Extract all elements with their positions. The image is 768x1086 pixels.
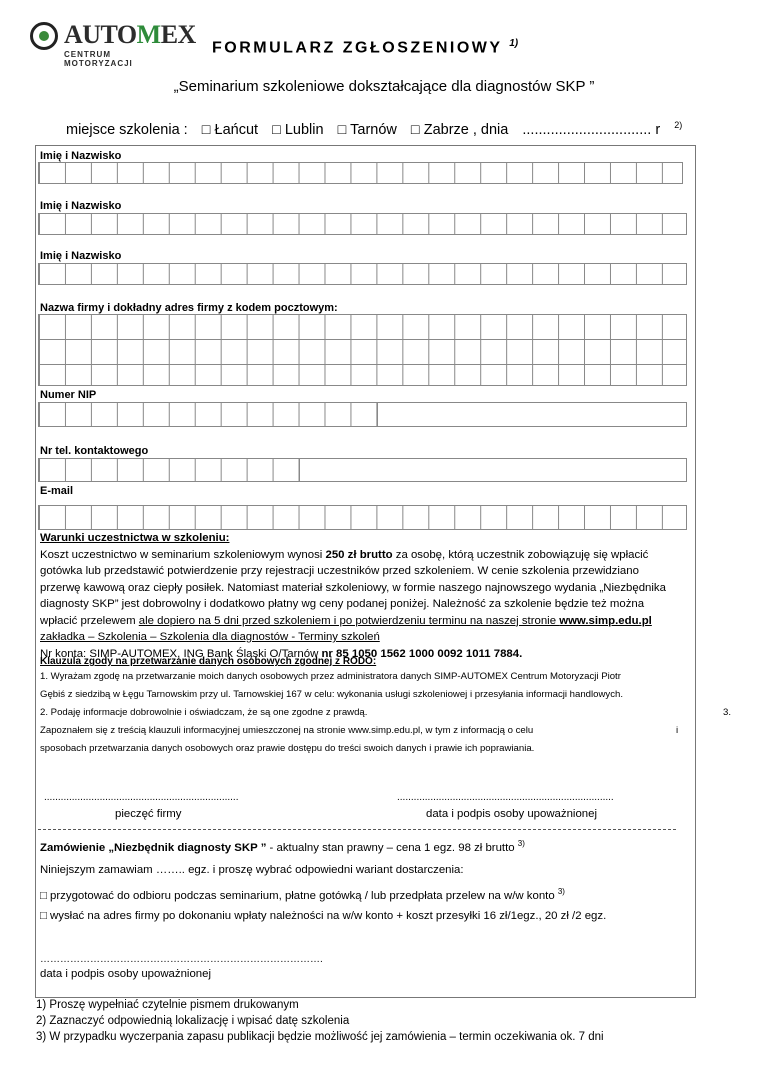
signature-line[interactable]: .............................................................................. (397, 792, 614, 803)
order-heading: Zamówienie „Niezbędnik diagnosty SKP ” - aktualny stan prawny – cena 1 egz. 98 zł brutto $^{3)}$ (40, 839, 525, 854)
seminar-subtitle: „Seminarium szkoleniowe dokształcające dla diagnostów SKP ” (173, 78, 595, 95)
name-input-3[interactable] (38, 263, 687, 285)
company-input-2[interactable] (38, 339, 687, 365)
gear-icon (30, 22, 58, 50)
rodo-heading: Klauzula zgody na przetwarzanie danych osobowych zgodnej z RODO: (40, 656, 377, 667)
conditions-line: diagnosty SKP” jest dobrowolny i dodatkowo płatny wg ceny podanej poniżej. Należność za szkolenie będzie też można (40, 598, 645, 610)
stamp-line[interactable]: ...................................................................... (44, 792, 239, 803)
footnote-3: 3) W przypadku wyczerpania zapasu publikacji będzie możliwość jej zamówienia – termin oczekiwania ok. 7 dni (36, 1031, 604, 1043)
company-input-3[interactable] (38, 364, 687, 386)
bank-account: Nr konta: SIMP-AUTOMEX, ING Bank Śląski O/Tarnów nr 85 1050 1562 1000 0092 1011 7884. (40, 647, 523, 660)
venue-option-zabrze[interactable]: □ Zabrze , dnia (410, 121, 509, 138)
email-label: E-mail (40, 485, 74, 497)
phone-label: Nr tel. kontaktowego (40, 445, 149, 457)
conditions-line: Koszt uczestnictwo w seminarium szkoleniowym wynosi 250 zł brutto za osobę, którą uczestnik zobowiązuję się wpłacić (40, 548, 649, 561)
page-title: FORMULARZ ZGŁOSZENIOWY $^{1)}$ (212, 38, 519, 57)
date-field[interactable]: ................................ r $^{2)}$ (522, 120, 683, 138)
conditions-block (40, 530, 666, 662)
conditions-line: przerwę kawową oraz ciepły posiłek. Natomiast materiał szkoleniowy, w formie naszego najnowszego wydania „Niezbędnika (40, 581, 666, 594)
venue-selection (66, 120, 692, 138)
signature-label: data i podpis osoby upoważnionej (426, 808, 597, 820)
nip-input[interactable] (38, 402, 687, 427)
email-input[interactable] (38, 505, 687, 530)
website-link[interactable]: www.simp.edu.pl (559, 614, 652, 627)
conditions-line: wpłacić przelewem ale dopiero na 5 dni przed szkoleniem i po potwierdzeniu terminu na naszej stronie www.simp.edu.pl (40, 614, 652, 627)
company-label: Nazwa firmy i dokładny adres firmy z kodem pocztowym: (40, 302, 338, 314)
name-label-1: Imię i Nazwisko (40, 150, 122, 162)
company-input-1[interactable] (38, 314, 687, 340)
venue-option-lublin[interactable]: □ Lublin (272, 121, 324, 138)
order-signature-label: data i podpis osoby upoważnionej (40, 968, 211, 980)
order-option-pickup[interactable]: □ przygotować do odbioru podczas seminarium, płatne gotówką / lub przedpłata przelew na w/w konto $^{3)}$ (40, 887, 565, 902)
conditions-line: gotówka lub przedstawić potwierdzenie przy rejestracji uczestników przed szkoleniem. W cenie szkolenia przewidziano (40, 565, 639, 577)
logo-wordmark: AUTOMEX (64, 20, 196, 49)
footnote-2: 2) Zaznaczyć odpowiednią lokalizację i wpisać datę szkolenia (36, 1015, 350, 1027)
footnote-1: 1) Proszę wypełniać czytelnie pismem drukowanym (36, 999, 299, 1011)
divider (38, 829, 676, 830)
conditions-heading: Warunki uczestnictwa w szkoleniu: (40, 532, 230, 544)
rodo-clause: 1. Wyrażam zgodę na przetwarzanie moich danych osobowych przez administratora danych SIMP-AUTOMEX Centrum Motoryzacji Piotr Gębiś z siedzibą w Łęgu Tarnowskim przy ul. Tarnowskiej 167 w celu: wykonania usługi szkoleniowej i przesyłania informacji handlowych. 2. Podaję informacje dobrowolnie i oświadczam, że są one zgodne z prawdą. 3. Zapoznałem się z treścią klauzuli informacyjnej umieszczonej na stronie www.simp.edu.pl, w tym z informacją o celu i sposobach przetwarzania danych osobowych oraz prawie dostępu do treści swoich danych i prawie ich poprawiania. (40, 671, 732, 754)
order-signature-line[interactable]: …………………………………………………………………………. (40, 954, 323, 965)
conditions-line: zakładka – Szkolenia – Szkolenia dla diagnostów - Terminy szkoleń (40, 631, 380, 643)
name-input-1[interactable] (38, 162, 683, 184)
stamp-label: pieczęć firmy (115, 808, 182, 820)
venue-label: miejsce szkolenia : (66, 121, 188, 138)
venue-option-lancut[interactable]: □ Łańcut (201, 121, 259, 138)
name-label-3: Imię i Nazwisko (40, 250, 122, 262)
company-logo (30, 20, 196, 72)
phone-input[interactable] (38, 458, 687, 482)
nip-label: Numer NIP (40, 389, 97, 401)
name-input-2[interactable] (38, 213, 687, 235)
venue-option-tarnow[interactable]: □ Tarnów (337, 121, 397, 138)
order-option-shipping[interactable]: □ wysłać na adres firmy po dokonaniu wpłaty należności na w/w konto + koszt przesyłki 16 zł/1egz., 20 zł /2 egz. (40, 910, 607, 922)
logo-subtitle: CENTRUM MOTORYZACJI (64, 50, 133, 68)
order-quantity-line[interactable]: Niniejszym zamawiam …….. egz. i proszę wybrać odpowiedni wariant dostarczenia: (40, 864, 464, 876)
name-label-2: Imię i Nazwisko (40, 200, 122, 212)
